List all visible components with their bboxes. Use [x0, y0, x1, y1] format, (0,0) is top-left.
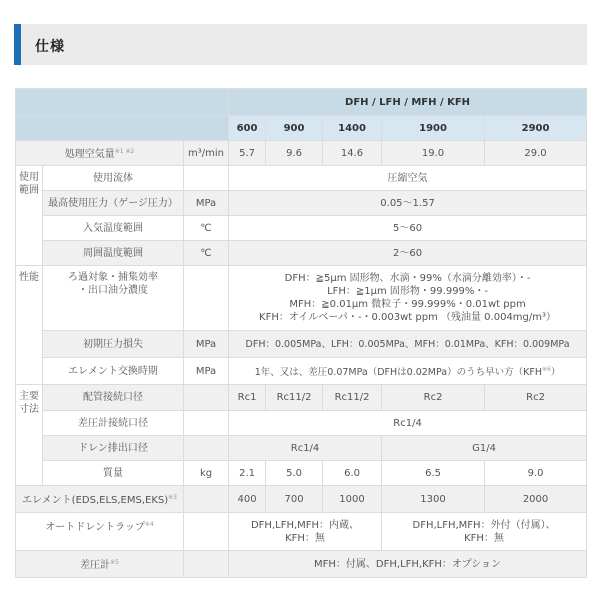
- element-value: 400: [229, 486, 266, 513]
- inlet-temp-label: 入気温度範囲: [43, 216, 184, 241]
- pipe-port-label: 配管接続口径: [43, 385, 184, 411]
- row-ambient-temp: [16, 241, 587, 266]
- element-value: 700: [266, 486, 323, 513]
- row-initial-drop: [16, 331, 587, 358]
- mass-value: 6.0: [323, 461, 382, 486]
- row-max-pressure: [16, 191, 587, 216]
- pipe-port-value: Rc1: [229, 385, 266, 411]
- flow-value: 9.6: [266, 141, 323, 166]
- group-usage: 使用範囲: [16, 166, 43, 266]
- pipe-port-value: Rc11/2: [266, 385, 323, 411]
- mass-unit: kg: [184, 461, 229, 486]
- flow-label: 処理空気量$^{※1 ※2}$: [16, 141, 184, 166]
- drain-port-value-large: G1/4: [382, 436, 587, 461]
- section-title: 仕様: [35, 39, 65, 55]
- flow-value: 19.0: [382, 141, 485, 166]
- element-value: 1300: [382, 486, 485, 513]
- max-pressure-value: 0.05～1.57: [229, 191, 587, 216]
- mass-value: 5.0: [266, 461, 323, 486]
- ambient-temp-unit: ℃: [184, 241, 229, 266]
- ambient-temp-label: 周囲温度範囲: [43, 241, 184, 266]
- pipe-port-unit: [184, 385, 229, 411]
- inlet-temp-value: 5～60: [229, 216, 587, 241]
- row-dp-gauge: [16, 551, 587, 578]
- header-series-row: [16, 89, 587, 116]
- model-2900: 2900: [485, 116, 587, 141]
- model-900: 900: [266, 116, 323, 141]
- header-blank: [16, 116, 229, 141]
- row-inlet-temp: [16, 216, 587, 241]
- auto-drain-value-large: DFH,LFH,MFH：外付（付属）、 KFH：無: [382, 513, 587, 551]
- element-replace-unit: MPa: [184, 358, 229, 385]
- initial-drop-unit: MPa: [184, 331, 229, 358]
- pipe-port-value: Rc11/2: [323, 385, 382, 411]
- row-flow: [16, 141, 587, 166]
- drain-port-label: ドレン排出口径: [43, 436, 184, 461]
- drain-port-unit: [184, 436, 229, 461]
- element-replace-label: エレメント交換時期: [43, 358, 184, 385]
- flow-value: 29.0: [485, 141, 587, 166]
- dp-gauge-label: 差圧計$^{※5}$: [16, 551, 184, 578]
- row-filtration: [16, 266, 587, 331]
- pipe-port-value: Rc2: [382, 385, 485, 411]
- spec-table: [15, 88, 587, 578]
- fluid-value: 圧縮空気: [229, 166, 587, 191]
- dp-gauge-value: MFH：付属、DFH,LFH,KFH：オプション: [229, 551, 587, 578]
- flow-value: 5.7: [229, 141, 266, 166]
- gauge-port-label: 差圧計接続口径: [43, 411, 184, 436]
- mass-value: 2.1: [229, 461, 266, 486]
- row-fluid: [16, 166, 587, 191]
- ambient-temp-value: 2～60: [229, 241, 587, 266]
- mass-value: 9.0: [485, 461, 587, 486]
- drain-port-value-small: Rc1/4: [229, 436, 382, 461]
- max-pressure-label: 最高使用圧力（ゲージ圧力）: [43, 191, 184, 216]
- auto-drain-unit: [184, 513, 229, 551]
- element-unit: [184, 486, 229, 513]
- filtration-label: ろ過対象・捕集効率 ・出口油分濃度: [43, 266, 184, 331]
- row-auto-drain: [16, 513, 587, 551]
- row-element-replace: [16, 358, 587, 385]
- auto-drain-value-small: DFH,LFH,MFH：内蔵、 KFH：無: [229, 513, 382, 551]
- flow-value: 14.6: [323, 141, 382, 166]
- initial-drop-value: DFH：0.005MPa、LFH：0.005MPa、MFH：0.01MPa、KFH：0.009MPa: [229, 331, 587, 358]
- group-dimensions: 主要寸法: [16, 385, 43, 486]
- fluid-label: 使用流体: [43, 166, 184, 191]
- flow-unit: m³/min: [184, 141, 229, 166]
- model-600: 600: [229, 116, 266, 141]
- mass-label: 質量: [43, 461, 184, 486]
- row-element: [16, 486, 587, 513]
- header-blank: [16, 89, 229, 116]
- element-value: 2000: [485, 486, 587, 513]
- row-drain-port: [16, 436, 587, 461]
- row-pipe-port: [16, 385, 587, 411]
- group-performance: 性能: [16, 266, 43, 385]
- model-1900: 1900: [382, 116, 485, 141]
- mass-value: 6.5: [382, 461, 485, 486]
- row-gauge-port: [16, 411, 587, 436]
- model-1400: 1400: [323, 116, 382, 141]
- header-models-row: [16, 116, 587, 141]
- dp-gauge-unit: [184, 551, 229, 578]
- element-label: エレメント$(EDS,ELS,EMS,EKS)^{※3}$: [16, 486, 184, 513]
- fluid-unit: [184, 166, 229, 191]
- element-replace-value: 1年、又は、差圧0.07MPa（DFHは0.02MPa）のうち早い方（KFH$^{※6}$）: [229, 358, 587, 385]
- section-header: [14, 24, 587, 65]
- gauge-port-value: Rc1/4: [229, 411, 587, 436]
- element-value: 1000: [323, 486, 382, 513]
- initial-drop-label: 初期圧力損失: [43, 331, 184, 358]
- inlet-temp-unit: ℃: [184, 216, 229, 241]
- auto-drain-label: オートドレントラップ$^{※4}$: [16, 513, 184, 551]
- row-mass: [16, 461, 587, 486]
- filtration-unit: [184, 266, 229, 331]
- pipe-port-value: Rc2: [485, 385, 587, 411]
- max-pressure-unit: MPa: [184, 191, 229, 216]
- filtration-value: DFH：≧5μm 固形物、水滴・99%（水滴分離効率）・- LFH：≧1μm 固形物・99.999%・- MFH：≧0.01μm 微粒子・99.999%・0.01wt ppm KFH：オイルベーパ・-・0.003wt ppm （残油量 0.004mg/m³）: [229, 266, 587, 331]
- series-label: DFH / LFH / MFH / KFH: [229, 89, 587, 116]
- gauge-port-unit: [184, 411, 229, 436]
